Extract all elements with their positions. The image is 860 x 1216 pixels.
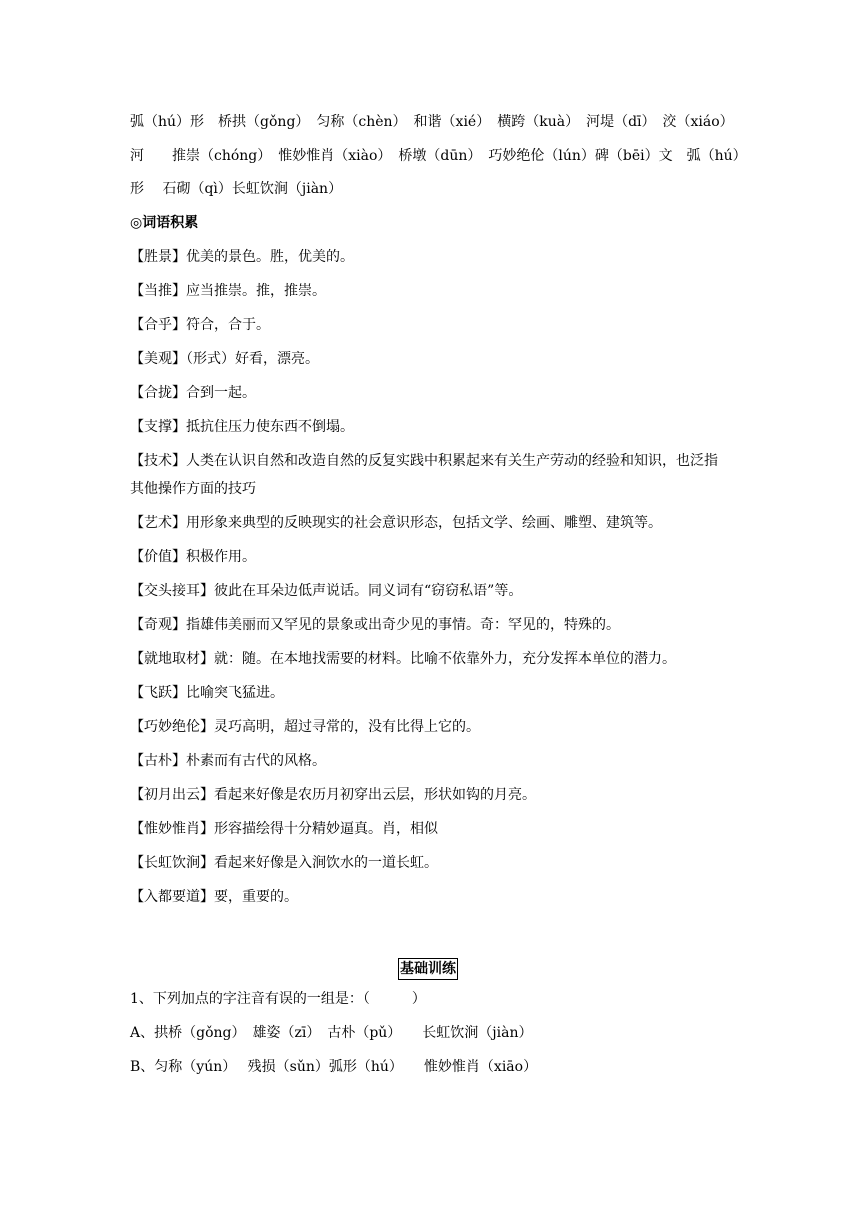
question-option-a: A、拱桥（gǒng） 雄姿（zī） 古朴（pǔ） 长虹饮涧（jiàn） [130, 1025, 533, 1041]
vocab-item [130, 447, 730, 503]
vocab-term: 【长虹饮涧】 [130, 855, 214, 871]
vocab-def: 就：随。在本地找需要的材料。比喻不依靠外力，充分发挥本单位的潜力。 [214, 651, 676, 667]
pinyin-line: 河 推崇（chóng） 惟妙惟肖（xiào） 桥墩（dūn） 巧妙绝伦（lún）碑（bēi）文 弧（hú） [130, 147, 747, 164]
vocab-term: 【技术】 [130, 453, 186, 469]
vocab-def: 用形象来典型的反映现实的社会意识形态，包括文学、绘画、雕塑、建筑等。 [186, 515, 662, 531]
vocab-item [130, 240, 730, 274]
question-option-b: B、匀称（yún） 残损（sǔn）弧形（hú） 惟妙惟肖（xiāo） [130, 1059, 538, 1075]
vocab-item [130, 376, 730, 410]
section-title: 基础训练 [398, 958, 458, 980]
vocab-term: 【巧妙绝伦】 [130, 719, 214, 735]
vocab-def: 抵抗住压力使东西不倒塌。 [186, 419, 354, 435]
vocab-term: 【飞跃】 [130, 685, 186, 701]
pinyin-line: 形 石砌（qì）长虹饮涧（jiàn） [130, 181, 343, 197]
vocab-term: 【胜景】 [130, 249, 186, 265]
vocab-heading: ◎词语积累 [130, 214, 199, 231]
vocab-term: 【入都要道】 [130, 889, 214, 905]
vocab-term: 【奇观】 [130, 617, 186, 633]
pinyin-line: 弧（hú）形 桥拱（gǒng） 匀称（chèn） 和谐（xié） 横跨（kuà） 河堤（dī） 洨（xiáo） [130, 114, 734, 130]
question-stem: 1、下列加点的字注音有误的一组是：（ ） [130, 991, 426, 1007]
vocab-item [130, 846, 730, 880]
vocab-item [130, 506, 730, 540]
vocab-term: 【当推】 [130, 283, 186, 299]
vocab-item [130, 574, 730, 608]
vocab-item [130, 308, 730, 342]
vocab-item [130, 676, 730, 710]
pinyin-list [130, 106, 747, 207]
vocab-item [130, 812, 730, 846]
vocab-def: 看起来好像是农历月初穿出云层，形状如钩的月亮。 [214, 787, 536, 803]
vocab-def: 应当推崇。推，推崇。 [186, 283, 326, 299]
vocab-item [130, 744, 730, 778]
vocab-def: （形式）好看，漂亮。 [186, 351, 319, 367]
vocab-item [130, 642, 730, 676]
vocab-term: 【初月出云】 [130, 787, 214, 803]
vocab-term: 【合乎】 [130, 317, 186, 333]
vocab-def: 积极作用。 [186, 549, 256, 565]
vocab-item [130, 540, 730, 574]
vocab-def: 朴素而有古代的风格。 [186, 753, 326, 769]
vocab-def: 彼此在耳朵边低声说话。同义词有“窃窃私语”等。 [214, 583, 523, 599]
vocab-def: 符合，合于。 [186, 317, 270, 333]
vocab-item [130, 710, 730, 744]
vocab-def: 形容描绘得十分精妙逼真。肖，相似 [214, 821, 438, 837]
vocab-def: 要，重要的。 [214, 889, 298, 905]
vocab-item [130, 608, 730, 642]
vocab-def: 优美的景色。胜，优美的。 [186, 249, 354, 265]
vocab-item [130, 342, 730, 376]
document-body [130, 106, 747, 914]
vocab-term: 【就地取材】 [130, 651, 214, 667]
vocab-term: 【惟妙惟肖】 [130, 821, 214, 837]
vocab-def: 合到一起。 [186, 385, 256, 401]
vocab-def: 人类在认识自然和改造自然的反复实践中积累起来有关生产劳动的经验和知识，也泛指其他操作方面的技巧 [130, 453, 718, 497]
vocab-def: 灵巧高明，超过寻常的，没有比得上它的。 [214, 719, 480, 735]
vocab-def: 比喻突飞猛进。 [186, 685, 284, 701]
vocab-item [130, 410, 730, 444]
vocab-term: 【支撑】 [130, 419, 186, 435]
vocab-def: 指雄伟美丽而又罕见的景象或出奇少见的事情。奇：罕见的，特殊的。 [186, 617, 620, 633]
vocab-item [130, 778, 730, 812]
vocab-term: 【价值】 [130, 549, 186, 565]
vocab-term: 【古朴】 [130, 753, 186, 769]
vocab-term: 【艺术】 [130, 515, 186, 531]
vocab-item [130, 880, 730, 914]
vocab-term: 【美观】 [130, 351, 186, 367]
vocab-def: 看起来好像是入涧饮水的一道长虹。 [214, 855, 438, 871]
vocab-term: 【合拢】 [130, 385, 186, 401]
vocab-item [130, 274, 730, 308]
vocab-term: 【交头接耳】 [130, 583, 214, 599]
vocab-list [130, 240, 730, 914]
